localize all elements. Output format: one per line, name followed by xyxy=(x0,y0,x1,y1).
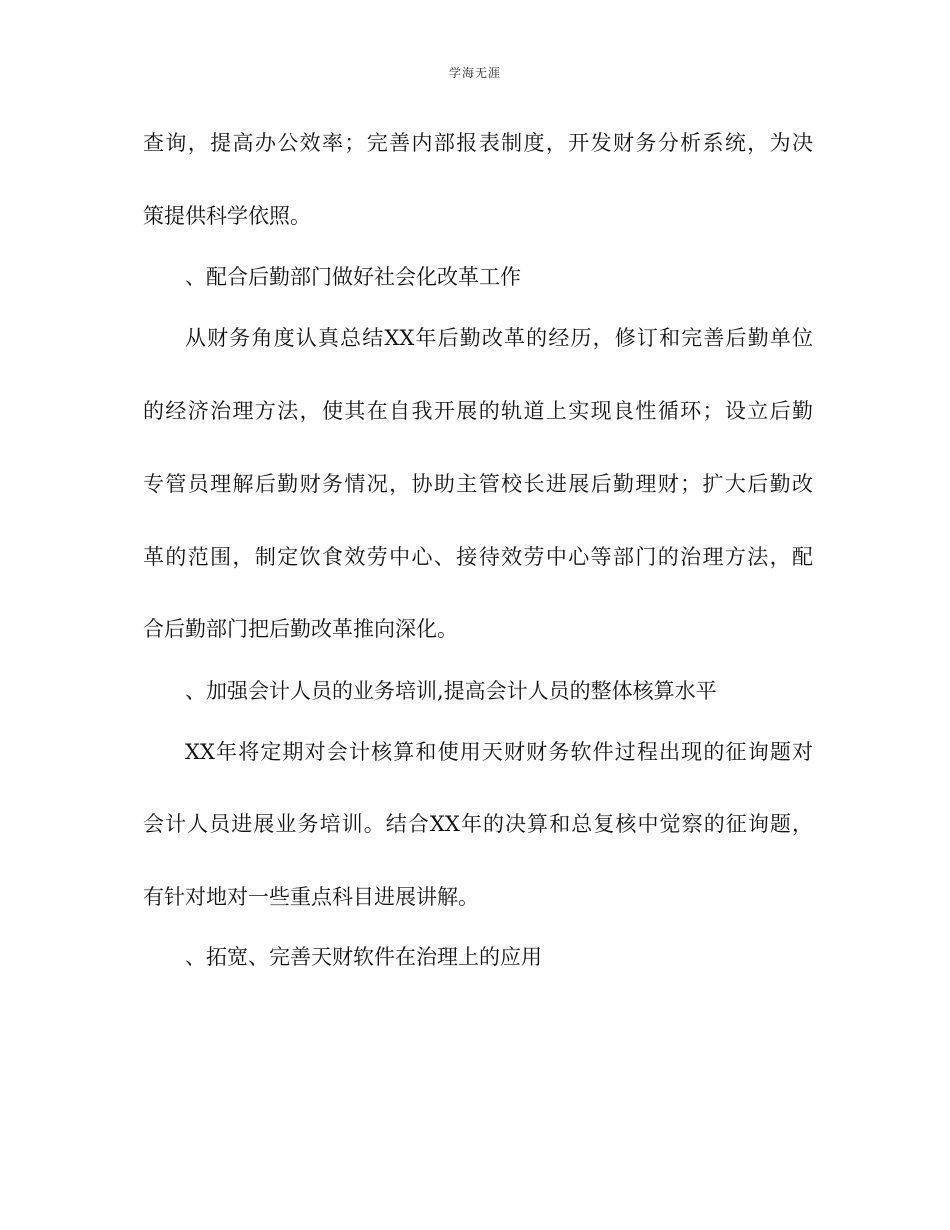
paragraph-line: 专管员理解后勤财务情况，协助主管校长进展后勤理财；扩大后勤改 xyxy=(143,472,813,496)
paragraph-line: 革的范围，制定饮食效劳中心、接待效劳中心等部门的治理方法，配 xyxy=(143,545,813,569)
section-heading: 、拓宽、完善天财软件在治理上的应用 xyxy=(185,945,542,969)
paragraph-line: 从财务角度认真总结XX年后勤改革的经历，修订和完善后勤单位 xyxy=(185,326,813,350)
paragraph-line: 合后勤部门把后勤改革推向深化。 xyxy=(143,617,458,641)
section-heading: 、加强会计人员的业务培训,提高会计人员的整体核算水平 xyxy=(185,679,717,703)
paragraph-line: XX年将定期对会计核算和使用天财财务软件过程出现的征询题对 xyxy=(185,740,813,764)
paragraph-line: 查询，提高办公效率；完善内部报表制度，开发财务分析系统，为决 xyxy=(143,131,813,155)
section-heading: 、配合后勤部门做好社会化改革工作 xyxy=(185,265,521,289)
paragraph-line: 策提供科学依照。 xyxy=(143,204,311,228)
paragraph-line: 有针对地对一些重点科目进展讲解。 xyxy=(143,885,479,909)
paragraph-line: 会计人员进展业务培训。结合XX年的决算和总复核中觉察的征询题， xyxy=(143,812,813,836)
paragraph-line: 的经济治理方法，使其在自我开展的轨道上实现良性循环；设立后勤 xyxy=(143,399,813,423)
page-header: 学海无涯 xyxy=(448,66,501,80)
